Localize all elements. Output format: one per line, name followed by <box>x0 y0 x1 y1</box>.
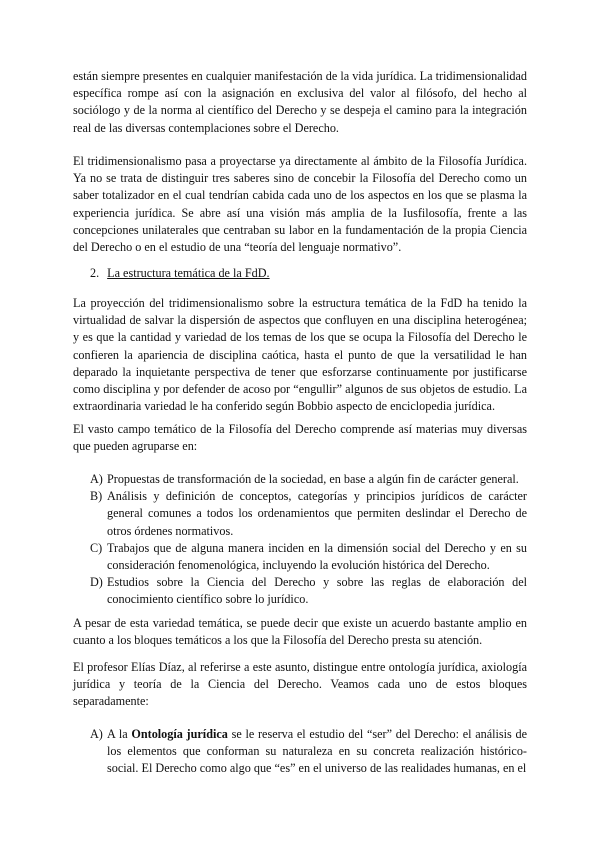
paragraph-tridimensionalidad: están siempre presentes en cualquier manifestación de la vida jurídica. La tridimensionalidad específica rompe así con la asignación en exclusiva del valor al filósofo, del hecho al sociólogo y de la norma al científico del Derecho y se despeja el camino para la integración real de las diversas contemplaciones sobre el Derecho. <box>73 69 527 135</box>
list-item-text: Propuestas de transformación de la sociedad, en base a algún fin de carácter general. <box>107 472 519 486</box>
list-item-prefix: A la <box>107 727 132 741</box>
bloques-list <box>90 726 527 778</box>
materias-list <box>90 471 527 609</box>
paragraph-vasto-campo: El vasto campo temático de la Filosofía del Derecho comprende así materias muy diversas que pueden agruparse en: <box>73 422 527 454</box>
list-marker: A) <box>90 472 103 486</box>
section-title: La estructura temática de la FdD. <box>107 266 270 280</box>
list-marker: B) <box>90 489 103 504</box>
ontologia-juridica-term: Ontología jurídica <box>131 727 228 741</box>
paragraph-filosofia-juridica: El tridimensionalismo pasa a proyectarse ya directamente al ámbito de la Filosofía Jurídica. Ya no se trata de distinguir tres saberes sino de concebir la Filosofía del Derecho como un saber totalizador en el cual tendrían cabida cada uno de los aspectos en los que se plasma la experiencia jurídica. Se abre así una visión más amplia de la Iusfilosofía, frente a las concepciones unilaterales que centraban su labor en la fundamentación de la propia Ciencia del Derecho o en el estudio de una “teoría del lenguaje normativo”. <box>73 154 527 255</box>
section-number: 2. <box>90 266 100 280</box>
paragraph-elias-diaz: El profesor Elías Díaz, al referirse a este asunto, distingue entre ontología jurídica, axiología jurídica y teoría de la Ciencia del Derecho. Veamos cada uno de estos bloques separadamente: <box>73 660 527 709</box>
list-marker: C) <box>90 540 103 555</box>
list-item <box>90 726 527 778</box>
list-marker: D) <box>90 575 103 590</box>
list-item-text: se le reserva el estudio del “ser” del Derecho: el análisis de los elementos que conforman su naturaleza en su concreta realización histórico-social. El Derecho como algo que “es” en el universo de las realidades humanas, en el <box>107 727 527 776</box>
section-heading <box>90 265 270 282</box>
list-item <box>90 540 527 574</box>
list-item <box>90 488 527 540</box>
list-item-text: Trabajos que de alguna manera inciden en la dimensión social del Derecho y en su consideración fenomenológica, incluyendo la evolución histórica del Derecho. <box>107 540 527 573</box>
paragraph-variedad-tematica: A pesar de esta variedad temática, se puede decir que existe un acuerdo bastante amplio en cuanto a los bloques temáticos a los que la Filosofía del Derecho presta su atención. <box>73 616 527 648</box>
list-marker: A) <box>90 727 103 741</box>
list-item-text: Análisis y definición de conceptos, categorías y principios jurídicos de carácter general comunes a todos los ordenamientos que permiten deslindar el Derecho de otros órdenes normativos. <box>107 489 527 538</box>
paragraph-proyeccion: La proyección del tridimensionalismo sobre la estructura temática de la FdD ha tenido la virtualidad de salvar la dispersión de aspectos que confluyen en una disciplina heterogénea; y es que la cantidad y variedad de los temas de los que se ocupa la Filosofía del Derecho le confieren la apariencia de disciplina caótica, hasta el punto de que la versatilidad le han deparado la inquietante perspectiva de tener que esforzarse continuamente por justificarse como disciplina y por defender de acoso por “engullir” algunos de sus objetos de estudio. La extraordinaria variedad le ha conferido según Bobbio aspecto de enciclopedia jurídica. <box>73 296 527 414</box>
list-item <box>90 574 527 608</box>
list-item <box>90 471 527 488</box>
list-item-text: Estudios sobre la Ciencia del Derecho y sobre las reglas de elaboración del conocimiento científico sobre lo jurídico. <box>107 575 527 607</box>
